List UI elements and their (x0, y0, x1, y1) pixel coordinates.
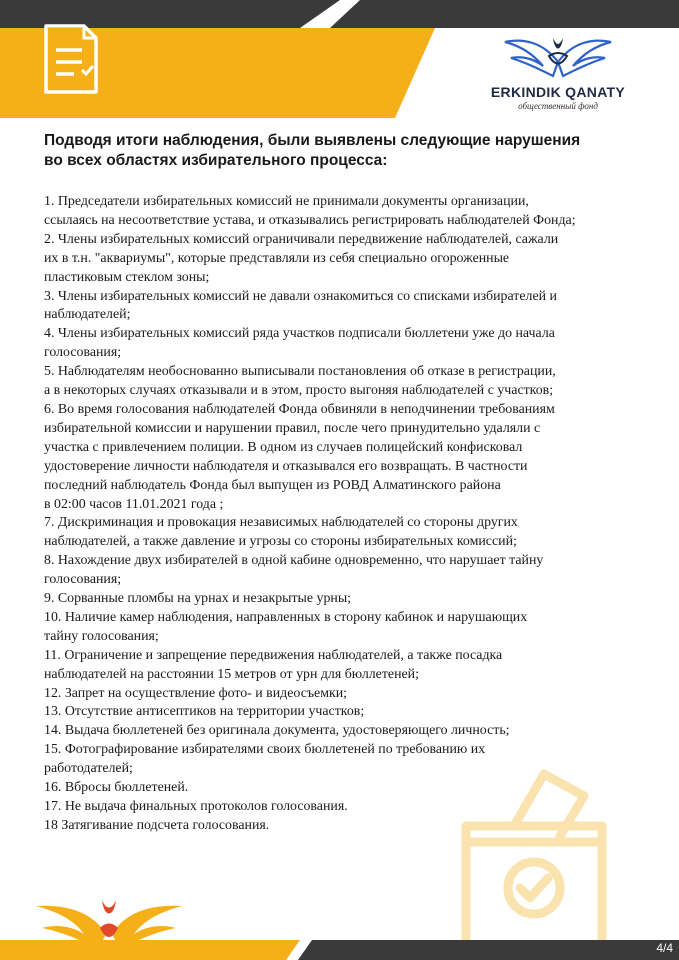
page-number: 4/4 (656, 941, 673, 955)
list-item: 7. Дискриминация и провокация независимых наблюдателей со стороны других наблюдателей, а также давление и угрозы со стороны избирательных комиссий; (44, 515, 518, 550)
list-item: 6. Во время голосования наблюдателей Фонда обвиняли в неподчинении требованиям избирательной комиссии и нарушении правил, после чего принудительно удаляли с участка с привлечением полиции. В одном из случаев полицейский конфисковал удостоверение личности наблюдателя и отказывался его возвращать. В частности последний наблюдатель Фонда был выпущен из РОВД Алматинского района в 02:00 часов 11.01.2021 года ; (44, 401, 555, 512)
logo-name: ERKINDIK QANATY (490, 84, 626, 100)
list-item: 16. Вбросы бюллетеней. (44, 780, 189, 796)
ballot-box-icon (456, 766, 612, 952)
list-item: 12. Запрет на осуществление фото- и видеосъемки; (44, 685, 348, 701)
document-checklist-icon (42, 24, 100, 94)
list-item: 8. Нахождение двух избирателей в одной кабине одновременно, что нарушает тайну голосования; (44, 553, 544, 588)
list-item: 11. Ограничение и запрещение передвижения наблюдателей, а также посадка наблюдателей на расстоянии 15 метров от урн для бюллетеней; (44, 647, 503, 682)
list-item: 9. Сорванные пломбы на урнах и незакрытые урны; (44, 591, 352, 607)
wings-logo-icon (503, 32, 613, 80)
list-item: 3. Члены избирательных комиссий не давали ознакомиться со списками избирателей и наблюдателей; (44, 288, 557, 323)
list-item: 2. Члены избирательных комиссий ограничивали передвижение наблюдателей, сажали их в т.н. "аквариумы", которые представляли из себя специально огороженные пластиковым стеклом зоны; (44, 231, 559, 285)
list-item: 13. Отсутствие антисептиков на территории участков; (44, 704, 365, 720)
page-heading: Подводя итоги наблюдения, были выявлены следующие нарушения во всех областях избирательного процесса: (44, 132, 581, 169)
list-item: 5. Наблюдателям необоснованно выписывали постановления об отказе в регистрации, а в некоторых случаях отказывали и в этом, просто выгоняя наблюдателей с участков; (44, 364, 556, 399)
list-item: 10. Наличие камер наблюдения, направленных в сторону кабинок и нарушающих тайну голосования; (44, 609, 528, 644)
list-item: 4. Члены избирательных комиссий ряда участков подписали бюллетени уже до начала голосования; (44, 326, 555, 361)
brand-logo (478, 32, 638, 118)
logo-subtitle: общественный фонд (518, 101, 598, 111)
list-item: 14. Выдача бюллетеней без оригинала документа, удостоверяющего личность; (44, 723, 510, 739)
violations-list (44, 193, 634, 836)
list-item: 15. Фотографирование избирателями своих бюллетеней по требованию их работодателей; (44, 742, 486, 777)
list-item: 1. Председатели избирательных комиссий не принимали документы организации, ссылаясь на несоответствие устава, и отказывались регистрировать наблюдателей Фонда; (44, 194, 576, 228)
list-item: 17. Не выдача финальных протоколов голосования. (44, 799, 348, 814)
list-item: 18 Затягивание подсчета голосования. (44, 817, 270, 833)
footer-banner (0, 934, 679, 960)
